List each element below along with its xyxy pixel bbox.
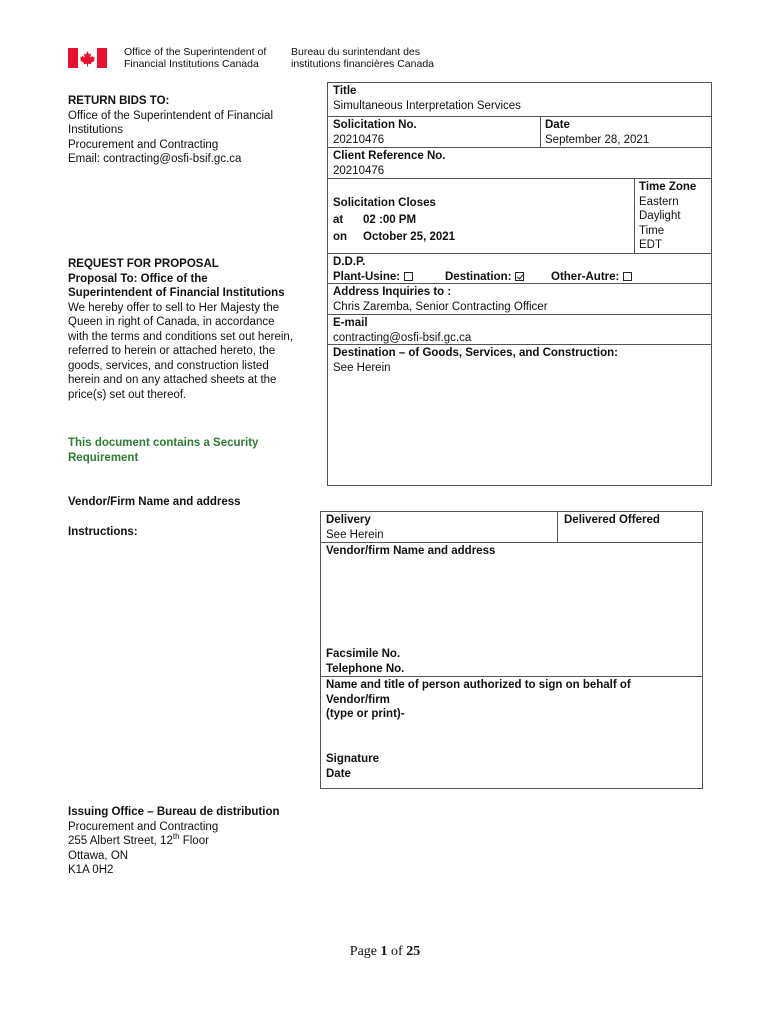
authorized-person-field	[326, 678, 631, 722]
return-bids-line: Institutions	[68, 124, 123, 136]
divider	[327, 314, 712, 315]
instructions-label: Instructions:	[68, 526, 138, 538]
ddp-label: D.D.P.	[333, 256, 366, 268]
delivery-value: See Herein	[326, 528, 384, 541]
divider	[327, 116, 712, 117]
destination-goods-field	[333, 346, 618, 375]
issuing-office-block	[68, 805, 280, 878]
page-of-word: of	[391, 944, 403, 959]
delivery-label: Delivery	[326, 514, 371, 526]
org-name-en-line1: Office of the Superintendent of	[124, 46, 267, 58]
rfp-body-line: with the terms and conditions set out herein,	[68, 330, 294, 343]
on-label: on	[333, 231, 348, 243]
divider	[320, 676, 703, 677]
canada-flag-logo	[68, 48, 107, 68]
page-number	[0, 944, 770, 960]
time-zone-label: Time Zone	[639, 181, 697, 193]
closing-time: 02 :00 PM	[363, 214, 417, 226]
rfp-proposal-to: Superintendent of Financial Institutions	[68, 287, 285, 299]
divider	[327, 178, 712, 179]
plant-usine-label: Plant-Usine:	[333, 270, 401, 283]
return-bids-line: Procurement and Contracting	[68, 138, 219, 151]
other-autre-label: Other-Autre:	[551, 270, 620, 283]
divider	[327, 253, 712, 254]
vendor-firm-label: Vendor/Firm Name and address	[68, 496, 241, 508]
org-name-fr-line1: Bureau du surintendant des	[291, 46, 421, 58]
security-requirement-note	[68, 436, 258, 465]
rfp-heading: REQUEST FOR PROPOSAL	[68, 258, 219, 270]
delivery-field	[326, 513, 384, 542]
authorized-person-label: Vendor/firm	[326, 693, 390, 706]
page-word: Page	[349, 944, 378, 959]
address-inquiries-label: Address Inquiries to :	[333, 286, 452, 298]
solicitation-no-field	[333, 118, 417, 147]
issuing-office-city: Ottawa, ON	[68, 849, 129, 862]
address-street: 255 Albert Street, 12	[68, 835, 173, 847]
client-ref-value: 20210476	[333, 164, 385, 177]
signature-label: Signature	[326, 753, 380, 765]
destination-goods-value: See Herein	[333, 361, 391, 374]
divider	[327, 147, 712, 148]
email-label: E-mail	[333, 317, 368, 329]
time-zone-field	[639, 180, 696, 253]
solicitation-no-value: 20210476	[333, 133, 385, 146]
page-total: 25	[406, 944, 421, 959]
address-floor: Floor	[179, 835, 209, 847]
authorized-person-label: (type or print)-	[326, 708, 405, 720]
org-name-fr-line2: institutions financières Canada	[291, 58, 435, 70]
client-ref-field	[333, 149, 445, 178]
client-ref-label: Client Reference No.	[333, 150, 446, 162]
other-autre-checkbox[interactable]	[623, 272, 632, 281]
email-value: contracting@osfi-bsif.gc.ca	[333, 331, 472, 344]
authorized-person-label: Name and title of person authorized to sign on behalf of	[326, 679, 631, 691]
address-inquiries-field	[333, 285, 548, 314]
date-field	[545, 118, 649, 147]
org-name-en	[124, 46, 266, 70]
date-label: Date	[545, 119, 570, 131]
destination-checkbox[interactable]	[515, 272, 524, 281]
issuing-office-heading: Issuing Office – Bureau de distribution	[68, 806, 280, 818]
solicitation-no-label: Solicitation No.	[333, 119, 417, 131]
destination-label: Destination:	[445, 270, 512, 283]
time-zone-line: Eastern	[639, 195, 679, 208]
address-ordinal: th	[172, 832, 180, 842]
rfp-body-line: Queen in right of Canada, in accordance	[68, 316, 275, 328]
time-zone-line: Time	[639, 224, 665, 237]
return-bids-block	[68, 94, 318, 167]
title-label: Title	[333, 85, 357, 97]
rfp-body-line: goods, services, and construction listed	[68, 359, 269, 372]
solicitation-closes-label: Solicitation Closes	[333, 197, 436, 209]
signature-date-label: Date	[326, 767, 351, 780]
page-current: 1	[380, 944, 388, 959]
signature-field	[326, 752, 379, 781]
title-field	[333, 84, 521, 113]
divider	[320, 542, 703, 543]
destination-goods-label: Destination – of Goods, Services, and Construction:	[333, 347, 618, 359]
at-label: at	[333, 214, 344, 226]
return-bids-line: Office of the Superintendent of Financial	[68, 109, 274, 122]
rfp-block	[68, 257, 320, 402]
security-line: Requirement	[68, 451, 139, 464]
divider	[540, 116, 541, 147]
divider	[557, 511, 558, 542]
delivered-offered-label: Delivered Offered	[564, 514, 660, 526]
title-value: Simultaneous Interpretation Services	[333, 99, 521, 112]
time-zone-line: Daylight	[639, 210, 681, 222]
plant-usine-checkbox[interactable]	[404, 272, 413, 281]
date-value: September 28, 2021	[545, 133, 650, 146]
issuing-office-line: Procurement and Contracting	[68, 820, 219, 833]
org-name-fr	[291, 46, 434, 70]
facsimile-label: Facsimile No.	[326, 648, 401, 660]
address-inquiries-value: Chris Zaremba, Senior Contracting Officer	[333, 300, 548, 313]
issuing-office-postal: K1A 0H2	[68, 864, 114, 876]
email-field	[333, 316, 471, 345]
return-bids-heading: RETURN BIDS TO:	[68, 95, 170, 107]
divider	[634, 178, 635, 253]
issuing-office-address	[68, 834, 280, 849]
org-name-en-line2: Financial Institutions Canada	[124, 58, 259, 70]
solicitation-closes-field	[333, 195, 455, 246]
security-line: This document contains a Security	[68, 437, 259, 449]
vendor-name-address-label: Vendor/firm Name and address	[326, 545, 496, 557]
rfp-body-line: referred to herein or attached hereto, the	[68, 345, 276, 357]
closing-date: October 25, 2021	[363, 231, 456, 243]
rfp-body-line: We hereby offer to sell to Her Majesty the	[68, 301, 280, 314]
return-bids-email: Email: contracting@osfi-bsif.gc.ca	[68, 153, 242, 165]
rfp-body-line: herein and on any attached sheets at the	[68, 374, 277, 386]
time-zone-line: EDT	[639, 239, 662, 251]
rfp-proposal-to: Proposal To: Office of the	[68, 272, 208, 285]
contact-numbers	[326, 647, 404, 676]
telephone-label: Telephone No.	[326, 662, 405, 675]
ddp-field	[333, 255, 708, 285]
rfp-body-line: price(s) set out thereof.	[68, 388, 187, 401]
